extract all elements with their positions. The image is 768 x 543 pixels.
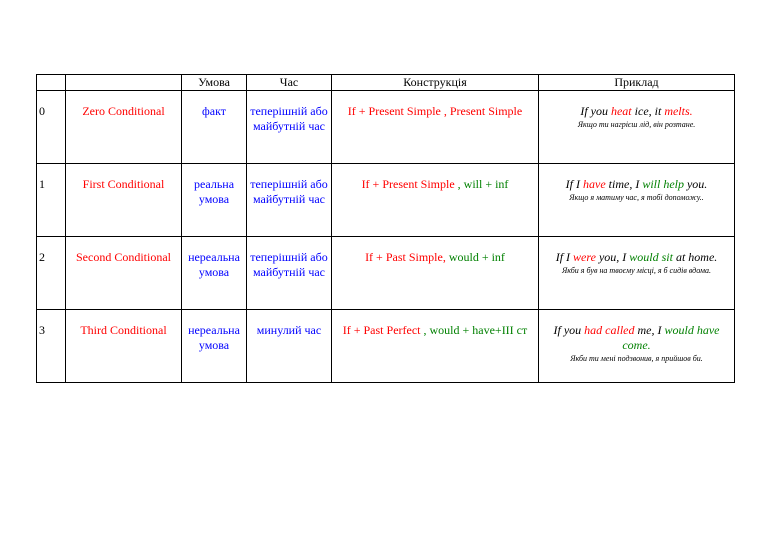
example-segment: have	[583, 177, 606, 191]
example-translation: Якби я був на твоєму місці, я б сидів вдома.	[561, 266, 712, 275]
example-sentence	[556, 250, 718, 264]
example-sentence	[580, 104, 692, 118]
example-segment: If you	[553, 323, 585, 337]
example-segment: ice, it	[631, 104, 665, 118]
row-number: 1	[37, 164, 66, 237]
header-number	[37, 75, 66, 91]
table-row	[37, 310, 735, 383]
construction-segment: , will + inf	[454, 177, 509, 191]
example-cell	[539, 164, 735, 237]
example-segment: If you	[580, 104, 611, 118]
header-row	[37, 75, 735, 91]
header-example: Приклад	[539, 75, 735, 91]
header-condition: Умова	[182, 75, 247, 91]
tense: минулий час	[247, 310, 332, 383]
example-segment: you.	[683, 177, 708, 191]
tense: теперішній або майбутній час	[247, 91, 332, 164]
header-construction: Конструкція	[332, 75, 539, 91]
row-number: 3	[37, 310, 66, 383]
condition-type: нереальна умова	[182, 310, 247, 383]
example-segment: you, I	[595, 250, 630, 264]
table-row	[37, 237, 735, 310]
row-number: 2	[37, 237, 66, 310]
example-segment: will help	[642, 177, 684, 191]
example-cell	[539, 310, 735, 383]
tense: теперішній або майбутній час	[247, 164, 332, 237]
table-body	[37, 91, 735, 383]
table-row	[37, 164, 735, 237]
condition-type: факт	[182, 91, 247, 164]
construction-segment: If + Present Simple	[361, 177, 455, 191]
header-name	[66, 75, 182, 91]
example-cell	[539, 91, 735, 164]
conditional-name: First Conditional	[66, 164, 182, 237]
example-segment: heat	[610, 104, 632, 118]
row-number: 0	[37, 91, 66, 164]
header-tense: Час	[247, 75, 332, 91]
construction-cell	[332, 164, 539, 237]
example-translation: Якщо ти нагрієш лід, він розтане.	[577, 120, 696, 129]
conditional-name: Third Conditional	[66, 310, 182, 383]
example-cell	[539, 237, 735, 310]
conditional-name: Second Conditional	[66, 237, 182, 310]
construction-cell	[332, 91, 539, 164]
construction-segment: If + Past Simple,	[365, 250, 446, 264]
example-segment: had called	[584, 323, 635, 337]
construction-segment: , would + have+III ст	[420, 323, 528, 337]
construction-cell	[332, 237, 539, 310]
example-segment: melts.	[664, 104, 693, 118]
example-segment: at home.	[672, 250, 718, 264]
construction-segment: If + Present Simple , Present Simple	[347, 104, 523, 118]
tense: теперішній або майбутній час	[247, 237, 332, 310]
conditionals-table	[36, 74, 735, 383]
example-segment: time, I	[605, 177, 643, 191]
example-sentence	[554, 323, 720, 352]
example-segment: me, I	[634, 323, 665, 337]
example-segment: were	[573, 250, 596, 264]
condition-type: нереальна умова	[182, 237, 247, 310]
example-segment: If I	[555, 250, 574, 264]
construction-cell	[332, 310, 539, 383]
example-sentence	[566, 177, 708, 191]
table-row	[37, 91, 735, 164]
example-translation: Якби ти мені подзвонив, я прийшов би.	[570, 354, 703, 363]
example-segment: would have come.	[622, 323, 720, 352]
example-segment: If I	[565, 177, 583, 191]
conditional-name: Zero Conditional	[66, 91, 182, 164]
condition-type: реальна умова	[182, 164, 247, 237]
example-segment: would sit	[629, 250, 673, 264]
construction-segment: If + Past Perfect	[342, 323, 421, 337]
example-translation: Якщо я матиму час, я тобі допоможу..	[569, 193, 704, 202]
construction-segment: would + inf	[445, 250, 505, 264]
